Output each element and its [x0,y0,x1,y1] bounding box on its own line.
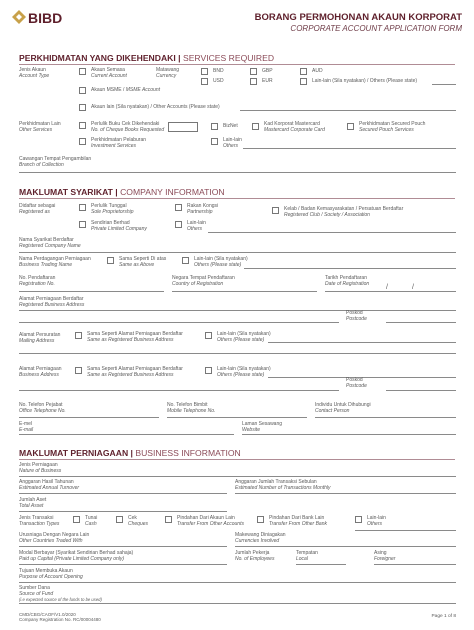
email-field[interactable] [19,434,234,435]
registration-no-field[interactable] [19,291,164,292]
trading-other-checkbox[interactable] [182,257,189,264]
label-secured-pouch: Perkhidmatan Secured Pouch Secured Pouch Services [359,121,426,133]
other-account-checkbox[interactable] [79,104,86,111]
divider [19,198,455,199]
other-services-field[interactable] [243,148,456,149]
label-mobile: No. Telefon Bimbit Mobile Telephone No. [167,402,216,414]
label-office-tel: No. Telefon Pejabat Office Telephone No. [19,402,66,414]
registered-name-field[interactable] [19,252,456,253]
biznet-checkbox[interactable] [211,123,218,130]
aud-checkbox[interactable] [300,68,307,75]
label-registered-address: Alamat Perniagaan Berdaftar Registered Business Address [19,296,85,308]
currencies-field[interactable] [235,546,456,547]
label-txn-other: Lain-lain Others [367,515,386,527]
total-asset-field[interactable] [19,511,227,512]
label-cheques: Cek Cheques [128,515,149,527]
bibd-logo-icon [12,10,26,26]
label-company-other: Lain-lain Others [187,220,206,232]
label-usd: USD [213,78,224,84]
transfer-bank-checkbox[interactable] [257,516,264,523]
label-other-services: Perkhidmatan Lain Other Services [19,121,61,133]
trading-name-field[interactable] [244,268,456,269]
label-business-address: Alamat Perniagaan Business Address [19,366,62,378]
business-other-checkbox[interactable] [205,367,212,374]
label-other-services-opt: Lain-lain Others [223,137,242,149]
cash-checkbox[interactable] [73,516,80,523]
label-trading-name: Nama Perdagangan Perniagaan Business Trading Name [19,256,91,268]
label-local: Tempatan Local [296,550,318,562]
source-fund-field[interactable] [19,603,456,604]
label-cash: Tunai Cash [85,515,98,527]
registered-address-line-1[interactable] [19,310,456,311]
paid-capital-field[interactable] [19,564,227,565]
label-registered-name: Nama Syarikat Berdaftar Registered Company Name [19,237,81,249]
txn-other-checkbox[interactable] [355,516,362,523]
other-currency-checkbox[interactable] [300,78,307,85]
label-mailing-address: Alamat Persuratan Mailing Address [19,332,61,344]
label-same-as-above: Sama Seperti Di atas Same as Above [119,256,167,268]
label-aud: AUD [312,68,323,74]
postcode-field-2[interactable] [386,390,456,391]
label-postcode-1: Poskod Postcode [346,310,367,322]
mailing-same-checkbox[interactable] [75,332,82,339]
date-slash-2: / [412,284,414,291]
company-other-checkbox[interactable] [175,221,182,228]
msme-checkbox[interactable] [79,87,86,94]
label-account-type: Jenis Akaun Account Type [19,67,50,79]
label-registration-no: No. Pendaftaran Registration No. [19,275,56,287]
transfer-accounts-checkbox[interactable] [165,516,172,523]
label-nature-business: Jenis Perniagaan Nature of Business [19,462,62,474]
label-source-fund: Sumber Dana Source of Fund (i.e expected source of the funds to be used) [19,585,102,603]
label-contact: Individu Untuk Dihubungi Contact Person [315,402,371,414]
label-gbp: GBP [262,68,273,74]
countries-field[interactable] [19,546,227,547]
branch-field[interactable] [19,172,456,173]
label-paid-capital: Modal Berbayar (Syarikat Sendirian Berhad sahaja) Paid up Capital (Private Limited Company only) [19,550,134,562]
investment-checkbox[interactable] [79,138,86,145]
label-eur: EUR [262,78,273,84]
label-sole-prop: Perlulik Tunggal Sole Proprietorship [91,203,134,215]
label-currency: Matawang Currency [156,67,180,79]
label-country: Negara Tempat Pendaftaran Country of Registration [172,275,235,287]
footer-codes [19,612,101,622]
mailing-address-line-1[interactable] [268,342,456,343]
date-field[interactable] [325,291,456,292]
label-cheque-book: Perlulik Buku Cek Dikehendaki No. of Cheque Books Requested [91,121,165,133]
label-private-limited: Sendirian Berhad Private Limited Company [91,220,147,232]
website-field[interactable] [242,434,456,435]
usd-checkbox[interactable] [201,78,208,85]
divider [19,459,455,460]
label-investment: Perkhidmatan Pelaburan Investment Services [91,137,147,149]
section-business-title: MAKLUMAT PERNIAGAAN | BUSINESS INFORMATION [19,448,241,458]
bnd-checkbox[interactable] [201,68,208,75]
country-field[interactable] [172,291,317,292]
label-foreigner: Asing Foreigner [374,550,396,562]
label-transfer-accounts: Pindahan Dari Akaun Lain Transfer From Other Accounts [177,515,244,527]
section-title-en: SERVICES REQUIRED [182,53,275,63]
cheque-book-checkbox[interactable] [79,122,86,129]
label-countries: Urusniaga Dengan Negara Lain Other Countries Traded With [19,532,90,544]
label-partnership: Rakan Kongsi Partnership [187,203,219,215]
mastercard-checkbox[interactable] [252,123,259,130]
section-title-ms: PERKHIDMATAN YANG DIKEHENDAKI [19,53,176,63]
bibd-logo [12,9,63,27]
label-trading-other: Lain-lain (Sila nyatakan) Others (Please state) [194,256,248,268]
business-same-checkbox[interactable] [75,367,82,374]
doc-code: CMD/CBG/CAOF/V1.0/2020 [19,612,76,617]
company-reg-no: Company Registration No. RC/00004480 [19,617,101,622]
section-company-title: MAKLUMAT SYARIKAT | COMPANY INFORMATION [19,187,225,197]
txn-other-field[interactable] [355,530,456,531]
local-employees-field[interactable] [296,564,346,565]
company-other-field[interactable] [208,232,456,233]
form-title: BORANG PERMOHONAN AKAUN KORPORAT [254,12,462,23]
label-mastercard: Kad Korporat Mastercard Mastercard Corporate Card [264,121,325,133]
mailing-address-line-2[interactable] [19,353,456,354]
current-account-checkbox[interactable] [79,68,86,75]
page-number: Page 1 of 8 [431,614,456,619]
business-address-line-2[interactable] [19,390,339,391]
label-business-same: Sama Seperti Alamat Perniagaan Berdaftar Same as Registered Business Address [87,366,183,378]
secured-pouch-checkbox[interactable] [347,123,354,130]
label-other-accounts: Akaun lain (Sila nyatakan) / Other Accounts (Please state) [91,104,220,110]
nature-business-field[interactable] [19,476,456,477]
other-services-checkbox[interactable] [211,138,218,145]
label-employees: Jumlah Pekerja No. of Employees [235,550,275,562]
label-mailing-other: Lain-lain (Sila nyatakan) Others (Please state) [217,331,271,343]
label-turnover: Anggaran Hasil Tahunan Estimated Annual Turnover [19,479,80,491]
turnover-field[interactable] [19,493,227,494]
label-currencies: Makewang Diniagakan Currencies Involved [235,532,286,544]
gbp-checkbox[interactable] [250,68,257,75]
label-transactions: Anggaran Jumlah Transaksi Sebulan Estimated Number of Transactions Monthly [235,479,331,491]
label-postcode-2: Poskod Postcode [346,377,367,389]
cheque-books-count-box[interactable] [168,122,198,132]
transactions-field[interactable] [235,493,456,494]
form-subtitle: CORPORATE ACCOUNT APPLICATION FORM [290,24,462,33]
mailing-other-checkbox[interactable] [205,332,212,339]
office-tel-field[interactable] [19,417,159,418]
mobile-field[interactable] [167,417,307,418]
purpose-field[interactable] [19,582,456,583]
label-other-currency: Lain-lain (Sila nyatakan) / Others (Please state) [312,78,418,84]
label-website: Laman Sesawang Website [242,421,283,433]
foreign-employees-field[interactable] [374,564,456,565]
label-email: E-mel E-mail [19,421,34,433]
label-branch: Cawangan Tempat Pengambilan Branch of Collection [19,156,92,168]
same-as-above-checkbox[interactable] [107,257,114,264]
label-date: Tarikh Pendaftaran Date of Registration [325,275,370,287]
label-mailing-same: Sama Seperti Alamat Perniagaan Berdaftar Same as Registered Business Address [87,331,183,343]
section-services-title: PERKHIDMATAN YANG DIKEHENDAKI | SERVICES REQUIRED [19,53,275,63]
date-slash-1: / [386,284,388,291]
club-checkbox[interactable] [272,207,279,214]
private-limited-checkbox[interactable] [79,221,86,228]
registered-address-line-2[interactable] [19,322,339,323]
label-msme: Akaun MSME / MSME Account [91,87,161,93]
other-accounts-field[interactable] [240,110,456,111]
contact-field[interactable] [315,417,456,418]
label-club: Kelab / Badan Kemasyarakatan / Persatuan Berdaftar Registered Club / Society / Association [284,206,404,218]
label-transaction-types: Jenis Transaksi Transaction Types [19,515,60,527]
label-biznet: BizNet [223,123,238,129]
label-transfer-bank: Pindahan Dari Bank Lain Transfer From Other Bank [269,515,327,527]
label-bnd: BND [213,68,224,74]
label-total-asset: Jumlah Aset Total Asset [19,497,47,509]
postcode-field-1[interactable] [386,322,456,323]
label-purpose: Tujuan Membuka Akaun Purpose of Account Opening [19,568,83,580]
label-business-other: Lain-lain (Sila nyatakan) Others (Please state) [217,366,271,378]
sole-prop-checkbox[interactable] [79,204,86,211]
label-registered-as: Didaftar sebagai Registered as [19,203,56,215]
other-currency-field[interactable] [432,84,456,85]
cheques-checkbox[interactable] [116,516,123,523]
eur-checkbox[interactable] [250,78,257,85]
brand-name: BIBD [28,10,63,26]
label-current-account: Akaun Semasa Current Account [91,67,127,79]
partnership-checkbox[interactable] [175,204,182,211]
divider [19,64,455,65]
